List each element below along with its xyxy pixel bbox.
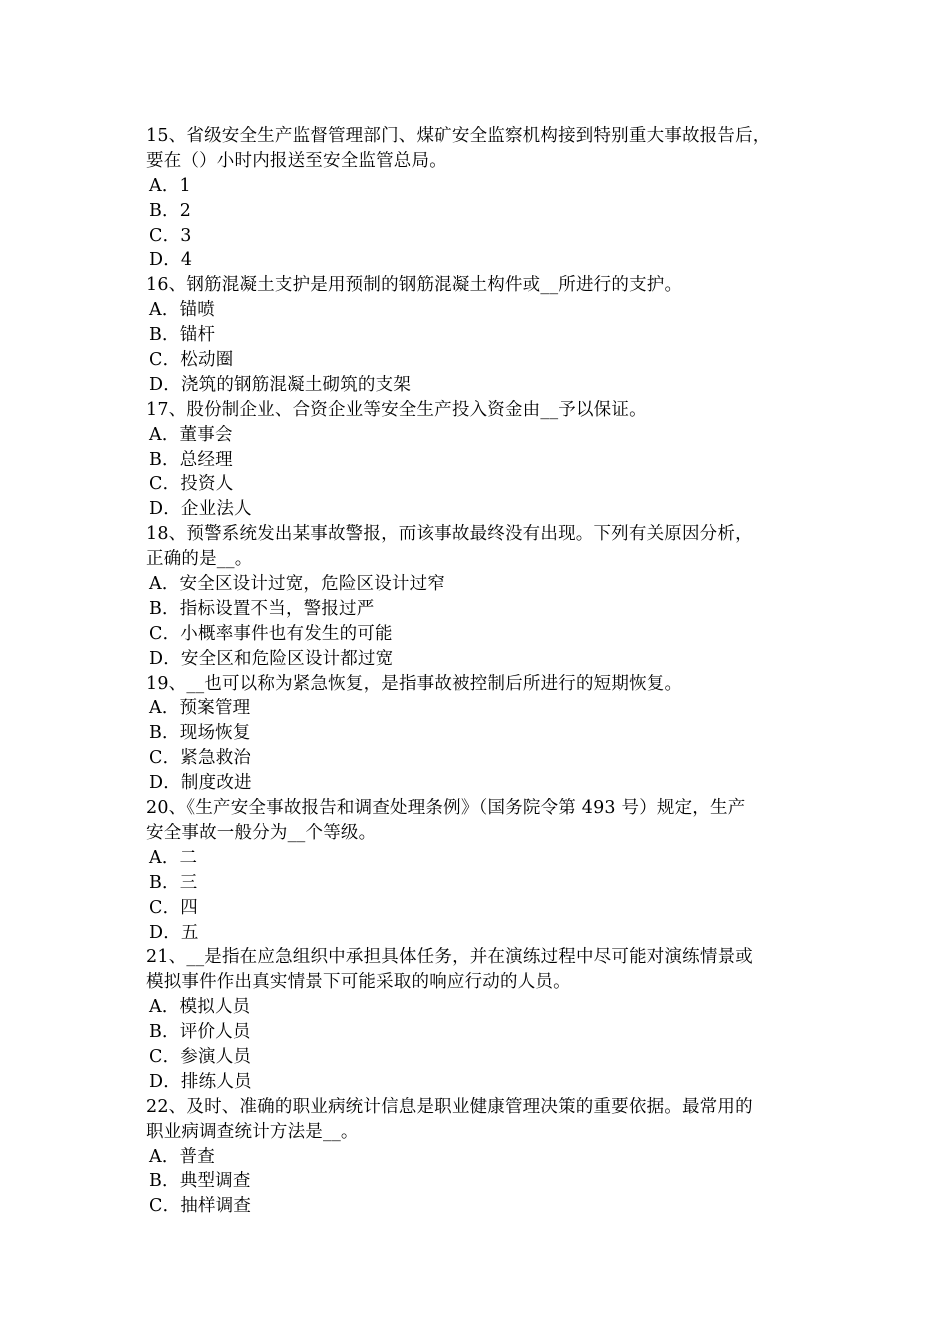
option-a: A．二 [149,847,198,868]
option-c: C．抽样调查 [149,1196,252,1217]
question-22 [146,1095,826,1219]
option-b: B．锚杆 [149,325,216,346]
option-d: D．排练人员 [149,1071,252,1092]
option-a: A．锚喷 [149,300,215,321]
option-d: D．企业法人 [149,499,252,520]
question-text: 16、钢筋混凝土支护是用预制的钢筋混凝土构件或__所进行的支护。 [146,275,683,296]
option-c: C．四 [149,897,198,918]
option-c: C．3 [149,225,192,246]
question-text: 模拟事件作出真实情景下可能采取的响应行动的人员。 [146,972,571,993]
option-a: A．预案管理 [149,698,251,719]
option-d: D．安全区和危险区设计都过宽 [149,648,394,669]
question-18 [146,522,826,671]
option-a: A．安全区设计过宽，危险区设计过窄 [149,574,446,595]
question-17 [146,398,826,522]
question-text: 20、《生产安全事故报告和调查处理条例》（国务院令第 493 号）规定，生产 [146,798,746,819]
question-text: 18、预警系统发出某事故警报，而该事故最终没有出现。下列有关原因分析， [146,524,753,545]
option-c: C．松动圈 [149,350,234,371]
question-19 [146,672,826,796]
option-b: B．总经理 [149,449,233,470]
option-b: B．三 [149,872,198,893]
question-text: 正确的是__。 [146,549,253,570]
question-text: 21、__是指在应急组织中承担具体任务，并在演练过程中尽可能对演练情景或 [146,947,753,968]
option-c: C．小概率事件也有发生的可能 [149,623,393,644]
option-b: B．2 [149,200,192,221]
question-text: 17、股份制企业、合资企业等安全生产投入资金由__予以保证。 [146,399,647,420]
option-b: B．评价人员 [149,1022,251,1043]
option-b: B．典型调查 [149,1171,251,1192]
option-c: C．参演人员 [149,1046,252,1067]
question-text: 安全事故一般分为__个等级。 [146,822,377,843]
question-text: 19、__也可以称为紧急恢复，是指事故被控制后所进行的短期恢复。 [146,673,683,694]
question-text: 15、省级安全生产监督管理部门、煤矿安全监察机构接到特别重大事故报告后， [146,126,771,146]
option-a: A．普查 [149,1146,215,1167]
option-a: A．模拟人员 [149,997,251,1018]
document-page [146,124,826,1219]
option-a: A．1 [149,175,191,196]
question-16 [146,273,826,397]
option-c: C．紧急救治 [149,748,252,769]
question-20 [146,796,826,945]
option-d: D．制度改进 [149,773,252,794]
option-d: D．浇筑的钢筋混凝土砌筑的支架 [149,374,412,395]
question-text: 要在（）小时内报送至安全监管总局。 [146,150,447,171]
option-d: D．4 [149,250,193,271]
question-21 [146,945,826,1094]
question-15 [146,124,826,273]
option-c: C．投资人 [149,474,234,495]
question-text: 职业病调查统计方法是__。 [146,1121,359,1142]
option-a: A．董事会 [149,424,233,445]
option-b: B．指标设置不当，警报过严 [149,598,375,619]
option-b: B．现场恢复 [149,723,251,744]
option-d: D．五 [149,922,199,943]
question-text: 22、及时、准确的职业病统计信息是职业健康管理决策的重要依据。最常用的 [146,1096,753,1117]
